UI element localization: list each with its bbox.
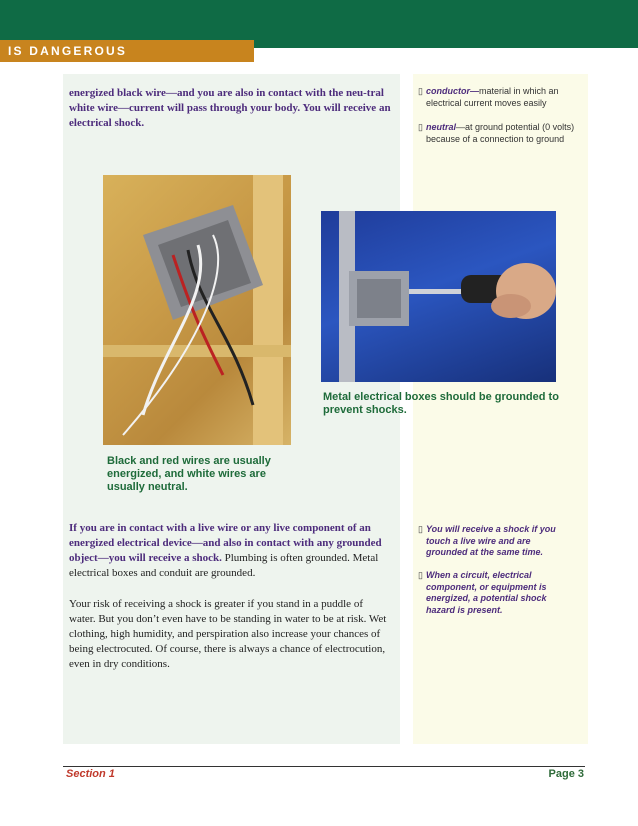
footer-divider xyxy=(63,766,585,767)
glossary-definition: material in which an electrical current moves easily xyxy=(426,86,559,108)
photo1-caption: Black and red wires are usually energized, and white wires are usually neutral. xyxy=(107,455,271,493)
junction-box-illustration xyxy=(103,175,291,445)
glossary-item-conductor: ▯ conductor—material in which an electrical current moves easily xyxy=(418,86,559,108)
key-point-2 xyxy=(418,570,568,616)
intro-paragraph: energized black wire—and you are also in contact with the neu-tral white wire—current will pass through your body. You will receive an electrical shock. xyxy=(69,87,391,129)
shock-risk-paragraph: Your risk of receiving a shock is greater if you stand in a puddle of water. But you don’t even have to be standing in water to be at risk. Wet clothing, high humidity, and perspiration also increase your chances of being electrocuted. Of course, there is always a chance of electrocution, even in dry conditions. xyxy=(69,598,387,670)
bullet-icon: ▯ xyxy=(418,122,423,132)
key-point-text: When a circuit, electrical component, or equipment is energized, a potential shock hazard is present. xyxy=(426,570,547,615)
key-point-text: You will receive a shock if you touch a live wire and are grounded at the same time. xyxy=(426,524,556,557)
grounded-box-photo xyxy=(321,211,556,382)
glossary-item-neutral: ▯ neutral—at ground potential (0 volts) because of a connection to ground xyxy=(418,122,575,144)
section-title-tab: IS DANGEROUS xyxy=(0,40,254,62)
live-wire-paragraph xyxy=(69,521,391,581)
bullet-icon: ▯ xyxy=(418,570,423,580)
bullet-icon: ▯ xyxy=(418,524,423,534)
junction-box-photo xyxy=(103,175,291,445)
live-wire-rest: Plumbing is often grounded. Metal electrical boxes and conduit are grounded. xyxy=(69,552,379,579)
glossary-definition: at ground potential (0 volts) because of a connection to ground xyxy=(426,122,575,144)
screwdriver-illustration xyxy=(321,211,556,382)
live-wire-emphasis: If you are in contact with a live wire or any live component of an energized electrical device—and also in contact with any grounded object—you will receive a shock. xyxy=(69,522,382,564)
footer-section: Section 1 xyxy=(66,768,115,780)
photo2-caption: Metal electrical boxes should be grounded to prevent shocks. xyxy=(323,391,559,416)
glossary-term: neutral xyxy=(426,122,457,132)
glossary-term: conductor xyxy=(426,86,470,96)
bullet-icon: ▯ xyxy=(418,86,423,96)
key-point-1 xyxy=(418,524,568,559)
footer-page-number: Page 3 xyxy=(548,768,584,780)
